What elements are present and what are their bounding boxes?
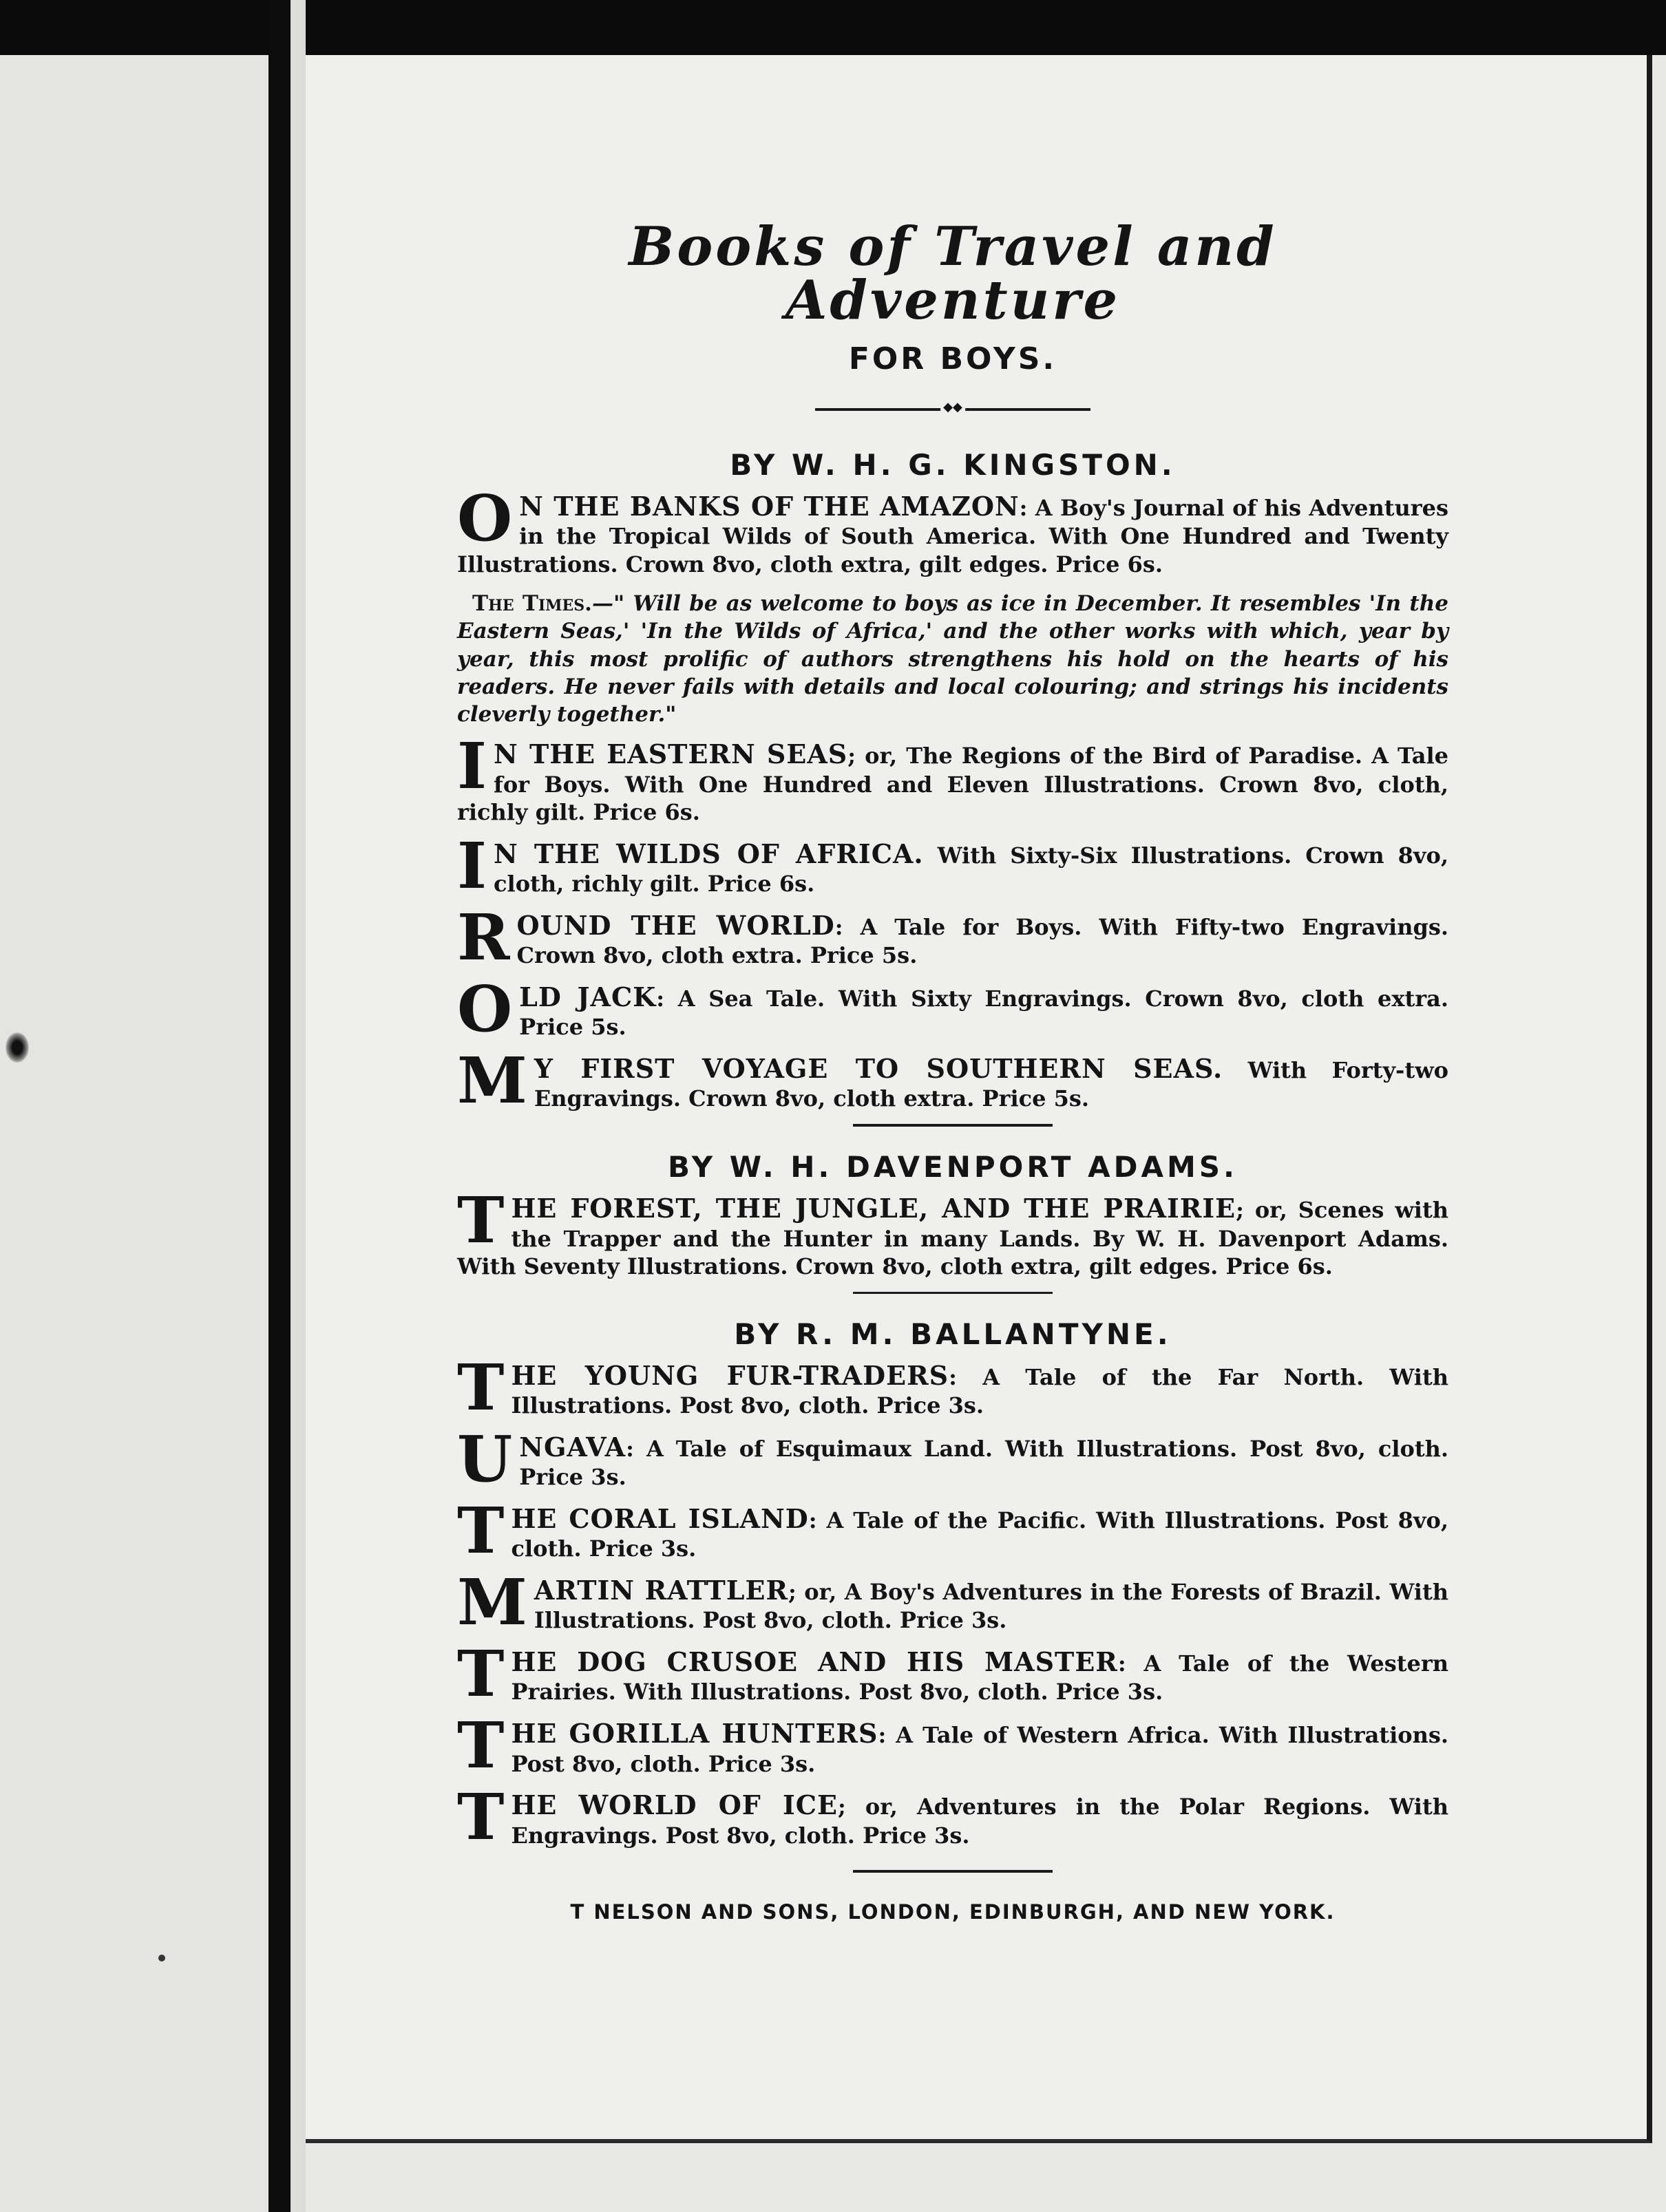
drop-cap: O — [457, 972, 513, 1047]
drop-cap: T — [457, 1350, 505, 1425]
book-description: : A Tale of the Pacific. With Illustrations. Post 8vo, cloth. Price 3s. — [511, 1507, 1449, 1562]
book-title: HE CORAL ISLAND — [511, 1503, 809, 1535]
advertisement-page — [306, 55, 1652, 2143]
page-subtitle: FOR BOYS. — [848, 341, 1057, 376]
book-description: ; or, Scenes with the Trapper and the Hunter in many Lands. By W. H. Davenport Adams. With Seventy Illustrations. Crown 8vo, cloth extra, gilt edges. Price 6s. — [457, 1197, 1448, 1280]
book-title: Y FIRST VOYAGE TO SOUTHERN SEAS. — [534, 1053, 1223, 1085]
book-title: HE DOG CRUSOE AND HIS MASTER — [511, 1646, 1118, 1678]
book-title: N THE BANKS OF THE AMAZON — [519, 491, 1020, 522]
book-title: OUND THE WORLD — [516, 910, 835, 942]
book-description: ; or, The Regions of the Bird of Paradise. A Tale for Boys. With One Hundred and Eleven Illustrations. Crown 8vo, cloth, richly gilt. Price 6s. — [457, 743, 1448, 826]
binding-gutter — [268, 0, 291, 2212]
book-entry — [457, 1637, 1449, 1712]
book-entry — [457, 900, 1449, 975]
book-description: : A Sea Tale. With Sixty Engravings. Crown 8vo, cloth extra. Price 5s. — [519, 986, 1448, 1041]
drop-cap: I — [457, 829, 487, 904]
review-text: —" Will be as welcome to boys as ice in December. It resembles 'In the Eastern Seas,' 'In the Wilds of Africa,' and the other works with which, year by year, this most prolific of authors strengthens his hold on the hearts of his readers. He never fails with details and local colouring; and strings his incidents cleverly together." — [457, 591, 1448, 727]
section-rule — [853, 1124, 1053, 1127]
drop-cap: M — [457, 1043, 527, 1118]
ornamental-rule — [815, 408, 1090, 411]
book-title: NGAVA — [519, 1432, 626, 1463]
book-entry — [457, 1183, 1448, 1281]
book-title: HE GORILLA HUNTERS — [511, 1718, 878, 1750]
book-description: : A Tale of Esquimaux Land. With Illustrations. Post 8vo, cloth. Price 3s. — [519, 1436, 1448, 1491]
publisher-imprint: T NELSON AND SONS, LONDON, EDINBURGH, AND NEW YORK. — [570, 1900, 1336, 1924]
page-title: Books of Travel and Adventure — [629, 215, 1277, 332]
book-title: N THE EASTERN SEAS — [494, 738, 848, 770]
drop-cap: R — [457, 900, 510, 975]
book-title: N THE WILDS OF AFRICA. — [494, 838, 924, 870]
drop-cap: I — [457, 729, 487, 804]
book-entry — [457, 1708, 1449, 1783]
book-entry — [457, 1780, 1449, 1855]
drop-cap: O — [457, 481, 513, 555]
book-entry — [457, 481, 1448, 579]
book-description: : A Boy's Journal of his Adventures in the Tropical Wilds of South America. With One Hundred and Twenty Illustrations. Crown 8vo, cloth extra, gilt edges. Price 6s. — [457, 495, 1448, 578]
book-entry — [457, 829, 1449, 904]
scan-top-border — [0, 0, 1666, 55]
book-entry — [457, 1043, 1449, 1118]
drop-cap: T — [457, 1708, 505, 1783]
drop-cap: T — [457, 1780, 505, 1855]
book-entry — [457, 1422, 1448, 1497]
book-sections — [457, 411, 1449, 1855]
book-entry — [457, 1493, 1449, 1568]
section-rule — [853, 1292, 1053, 1294]
drop-cap: T — [457, 1493, 505, 1568]
drop-cap: M — [457, 1565, 527, 1640]
footer-rule — [853, 1870, 1053, 1873]
book-description: : A Tale of the Western Prairies. With Illustrations. Post 8vo, cloth. Price 3s. — [511, 1650, 1449, 1705]
book-title: HE WORLD OF ICE — [511, 1789, 838, 1821]
book-description: With Sixty-Six Illustrations. Crown 8vo, cloth, richly gilt. Price 6s. — [494, 842, 1449, 897]
press-review — [457, 590, 1448, 728]
book-description: ; or, Adventures in the Polar Regions. With Engravings. Post 8vo, cloth. Price 3s. — [511, 1794, 1449, 1849]
book-title: HE FOREST, THE JUNGLE, AND THE PRAIRIE — [511, 1193, 1236, 1224]
book-entry — [457, 1565, 1448, 1640]
book-title: LD JACK — [519, 981, 657, 1013]
author-heading: BY W. H. G. KINGSTON. — [730, 448, 1176, 482]
facing-page-edge — [0, 55, 268, 2212]
book-description: : A Tale for Boys. With Fifty-two Engravings. Crown 8vo, cloth extra. Price 5s. — [516, 914, 1449, 969]
ink-blot — [6, 1032, 29, 1063]
book-description: : A Tale of Western Africa. With Illustrations. Post 8vo, cloth. Price 3s. — [511, 1722, 1449, 1777]
book-description: With Forty-two Engravings. Crown 8vo, cloth extra. Price 5s. — [534, 1057, 1449, 1112]
book-entry — [457, 972, 1448, 1047]
author-heading: BY W. H. DAVENPORT ADAMS. — [668, 1150, 1238, 1184]
ink-speck — [158, 1955, 165, 1961]
book-title: HE YOUNG FUR-TRADERS — [511, 1360, 949, 1392]
drop-cap: T — [457, 1183, 505, 1258]
book-entry — [457, 1350, 1448, 1425]
book-title: ARTIN RATTLER — [534, 1575, 789, 1606]
book-description: ; or, A Boy's Adventures in the Forests of Brazil. With Illustrations. Post 8vo, cloth. Price 3s. — [534, 1579, 1448, 1634]
book-entry — [457, 729, 1448, 827]
binding-gutter-edge — [291, 0, 306, 2212]
page-content — [457, 179, 1448, 1924]
drop-cap: U — [457, 1422, 513, 1497]
review-source: The Times. — [472, 591, 592, 616]
author-heading: BY R. M. BALLANTYNE. — [734, 1317, 1172, 1352]
drop-cap: T — [457, 1637, 505, 1712]
book-description: : A Tale of the Far North. With Illustrations. Post 8vo, cloth. Price 3s. — [511, 1364, 1448, 1419]
